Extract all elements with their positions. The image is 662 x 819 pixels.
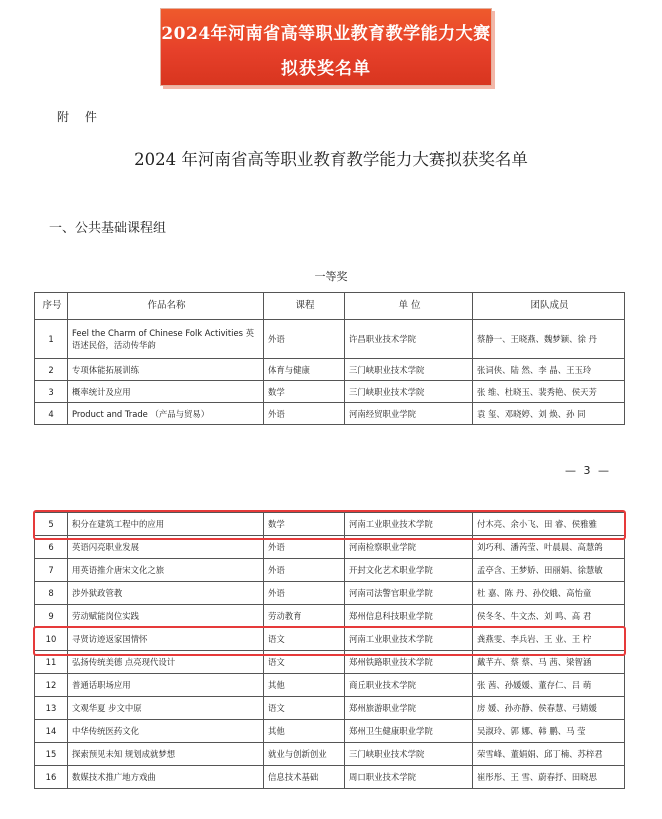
col-header-title: 作品名称 [68,293,264,320]
cell-team: 龚燕雯、李兵岩、王 业、王 柠 [473,628,625,651]
cell-team: 蔡静一、王晓燕、魏梦颖、徐 丹 [473,320,625,359]
cell-course: 语文 [264,628,345,651]
cell-unit: 开封文化艺术职业学院 [345,559,473,582]
cell-team: 孟亭含、王梦娇、田丽娟、徐慧敏 [473,559,625,582]
cell-no: 12 [35,674,68,697]
cell-unit: 郑州旅游职业学院 [345,697,473,720]
cell-team: 侯冬冬、牛文杰、刘 鸣、高 君 [473,605,625,628]
table-row [35,582,625,605]
cell-title: 专项体能拓展训练 [68,359,264,381]
cell-team: 袁 玺、邓晓婷、刘 焕、孙 同 [473,403,625,425]
cell-title: 概率统计及应用 [68,381,264,403]
table-row [35,381,625,403]
cell-course: 信息技术基础 [264,766,345,789]
table-row [35,559,625,582]
cell-course: 数学 [264,381,345,403]
cell-team: 荣雪峰、董娟娟、邱丁楠、苏梓君 [473,743,625,766]
cell-unit: 河南司法警官职业学院 [345,582,473,605]
annex-label: 附 件 [57,110,103,124]
cell-unit: 河南检察职业学院 [345,536,473,559]
cell-no: 11 [35,651,68,674]
cell-course: 其他 [264,674,345,697]
cell-course: 语文 [264,697,345,720]
cell-unit: 商丘职业技术学院 [345,674,473,697]
cell-course: 外语 [264,403,345,425]
cell-team: 张词侠、陆 然、李 晶、王玉玲 [473,359,625,381]
col-header-unit: 单 位 [345,293,473,320]
cell-title: 数媒技术推广地方戏曲 [68,766,264,789]
cell-course: 数学 [264,513,345,536]
cell-team: 刘巧利、潘芮莹、叶晨晨、高慧鸽 [473,536,625,559]
banner-line-2: 拟获奖名单 [281,59,371,79]
cell-unit: 三门峡职业技术学院 [345,381,473,403]
highlight-box-row-10 [33,626,626,656]
table-header-row [35,293,625,320]
cell-no: 14 [35,720,68,743]
cell-no: 6 [35,536,68,559]
cell-course: 就业与创新创业 [264,743,345,766]
cell-title: Feel the Charm of Chinese Folk Activities 英语述民俗，活动传华韵 [68,320,264,359]
table-row [35,720,625,743]
cell-unit: 郑州卫生健康职业学院 [345,720,473,743]
cell-title: 寻贤访迹返家国情怀 [68,628,264,651]
cell-unit: 许昌职业技术学院 [345,320,473,359]
col-header-no: 序号 [35,293,68,320]
cell-no: 1 [35,320,68,359]
cell-team: 崔彤彤、王 雪、蔚春抒、田晓思 [473,766,625,789]
banner-line-1: 2024年河南省高等职业教育教学能力大赛 [161,24,491,44]
cell-unit: 河南工业职业技术学院 [345,628,473,651]
cell-no: 10 [35,628,68,651]
table-row [35,697,625,720]
cell-course: 劳动教育 [264,605,345,628]
cell-no: 4 [35,403,68,425]
cell-team: 戴芊卉、蔡 蔡、马 茜、梁智涵 [473,651,625,674]
page-number: — 3 — [565,464,611,477]
cell-title: 英语闪亮职业发展 [68,536,264,559]
cell-no: 16 [35,766,68,789]
cell-no: 8 [35,582,68,605]
cell-title: 文观华夏 步文中原 [68,697,264,720]
cell-team: 房 媛、孙亦静、侯春慧、弓婧媛 [473,697,625,720]
table-row [35,320,625,359]
title-banner [160,8,492,86]
cell-course: 语文 [264,651,345,674]
cell-course: 外语 [264,559,345,582]
cell-unit: 郑州铁路职业技术学院 [345,651,473,674]
cell-no: 5 [35,513,68,536]
award-table-page-3 [34,292,625,425]
cell-course: 体育与健康 [264,359,345,381]
highlight-box-row-5 [33,510,626,540]
cell-course: 其他 [264,720,345,743]
section-heading: 一、公共基础课程组 [49,221,167,236]
cell-unit: 河南经贸职业学院 [345,403,473,425]
table-row [35,403,625,425]
table-row [35,359,625,381]
cell-no: 13 [35,697,68,720]
cell-no: 9 [35,605,68,628]
col-header-course: 课程 [264,293,345,320]
cell-unit: 周口职业技术学院 [345,766,473,789]
cell-no: 7 [35,559,68,582]
cell-course: 外语 [264,582,345,605]
cell-unit: 河南工业职业技术学院 [345,513,473,536]
table-row [35,605,625,628]
cell-team: 张 维、杜晓玉、裴秀艳、侯天芳 [473,381,625,403]
award-level-heading: 一等奖 [314,270,348,283]
cell-title: 探索预见未知 规划成就梦想 [68,743,264,766]
cell-title: 涉外狱政管教 [68,582,264,605]
document-title: 2024 年河南省高等职业教育教学能力大赛拟获奖名单 [134,150,528,169]
cell-team: 张 茜、孙媛媛、董存仁、吕 萌 [473,674,625,697]
cell-unit: 三门峡职业技术学院 [345,743,473,766]
cell-course: 外语 [264,536,345,559]
cell-title: 中华传统医药文化 [68,720,264,743]
cell-unit: 三门峡职业技术学院 [345,359,473,381]
cell-no: 15 [35,743,68,766]
table-row [35,743,625,766]
cell-title: 积分在建筑工程中的应用 [68,513,264,536]
table-row [35,674,625,697]
cell-title: 劳动赋能岗位实践 [68,605,264,628]
cell-title: 弘扬传统美德 点亮现代设计 [68,651,264,674]
cell-team: 付木亮、余小飞、田 睿、侯雅雅 [473,513,625,536]
cell-title: 普通话职场应用 [68,674,264,697]
cell-title: 用英语推介唐宋文化之旅 [68,559,264,582]
cell-no: 2 [35,359,68,381]
col-header-team: 团队成员 [473,293,625,320]
cell-team: 吴淑玲、郭 娜、韩 鹏、马 莹 [473,720,625,743]
table-row [35,766,625,789]
cell-course: 外语 [264,320,345,359]
cell-team: 杜 嘉、陈 丹、孙佼娥、高怡童 [473,582,625,605]
cell-no: 3 [35,381,68,403]
cell-title: Product and Trade （产品与贸易） [68,403,264,425]
cell-unit: 郑州信息科技职业学院 [345,605,473,628]
